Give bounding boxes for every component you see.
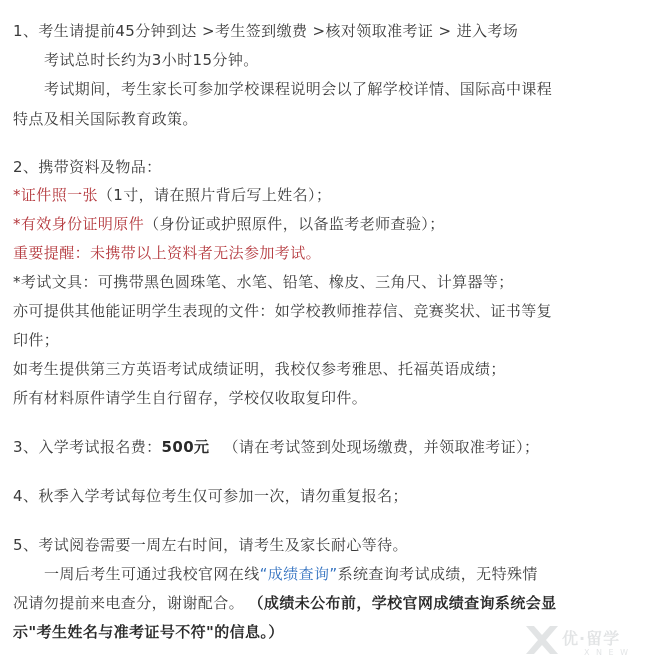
id-requirement [13, 213, 445, 235]
other-docs-line-1: 亦可提供其他能证明学生表现的文件：如学校教师推荐信、竞赛奖状、证书等复 [13, 302, 553, 320]
section-2-title: 2、携带资料及物品： [13, 158, 162, 176]
section-5-line-3 [13, 592, 557, 614]
section-5-line-4: 示"考生姓名与准考证号不符"的信息。） [13, 623, 284, 641]
section-1-parents-line-1: 考试期间，考生家长可参加学校课程说明会以了解学校详情、国际高中课程 [44, 80, 553, 98]
section-5-line-2 [44, 563, 538, 585]
stationery-note: *考试文具：可携带黑色圆珠笔、水笔、铅笔、橡皮、三角尺、计算器等； [13, 273, 514, 291]
watermark-logo [522, 620, 652, 664]
photo-requirement [13, 184, 331, 206]
section-5-line-2-post: 系统查询考试成绩，无特殊情 [337, 565, 538, 583]
photo-note: （1寸，请在照片背后写上姓名）； [97, 186, 332, 204]
fee-amount: 500元 [161, 438, 210, 456]
section-5-line-2-pre: 一周后考生可通过我校官网在线 [44, 565, 260, 583]
other-docs-line-2: 印件； [13, 331, 60, 349]
section-5-line-1: 5、考试阅卷需要一周左右时间，请考生及家长耐心等待。 [13, 536, 408, 554]
originals-note: 所有材料原件请学生自行留存，学校仅收取复印件。 [13, 389, 368, 407]
section-5-line-3-pre: 况请勿提前来电查分，谢谢配合。 [13, 594, 245, 612]
watermark-text: 优·留学 [562, 629, 621, 648]
watermark-subtext: X N E W [584, 648, 631, 657]
fee-prefix: 3、入学考试报名费： [13, 438, 162, 456]
important-reminder: 重要提醒：未携带以上资料者无法参加考试。 [13, 244, 322, 262]
section-1-steps: 1、考生请提前45分钟到达 >考生签到缴费 >核对领取准考证 > 进入考场 [13, 22, 519, 40]
section-5-line-3-bold: （成绩未公布前，学校官网成绩查询系统会显 [256, 594, 557, 612]
section-4-text: 4、秋季入学考试每位考生仅可参加一次，请勿重复报名； [13, 487, 408, 505]
section-1-duration: 考试总时长约为3小时15分钟。 [44, 51, 259, 69]
photo-label: *证件照一张 [13, 186, 98, 204]
id-note: （身份证或护照原件，以备监考老师查验）； [144, 215, 445, 233]
section-1-parents-line-2: 特点及相关国际教育政策。 [13, 110, 198, 128]
section-3-fee [13, 436, 539, 458]
watermark-x-icon [522, 620, 562, 660]
id-label: *有效身份证明原件 [13, 215, 145, 233]
english-cert-note: 如考生提供第三方英语考试成绩证明，我校仅参考雅思、托福英语成绩； [13, 360, 506, 378]
fee-note: （请在考试签到处现场缴费，并领取准考证）； [223, 438, 540, 456]
score-query-link[interactable]: “成绩查询” [259, 565, 338, 583]
